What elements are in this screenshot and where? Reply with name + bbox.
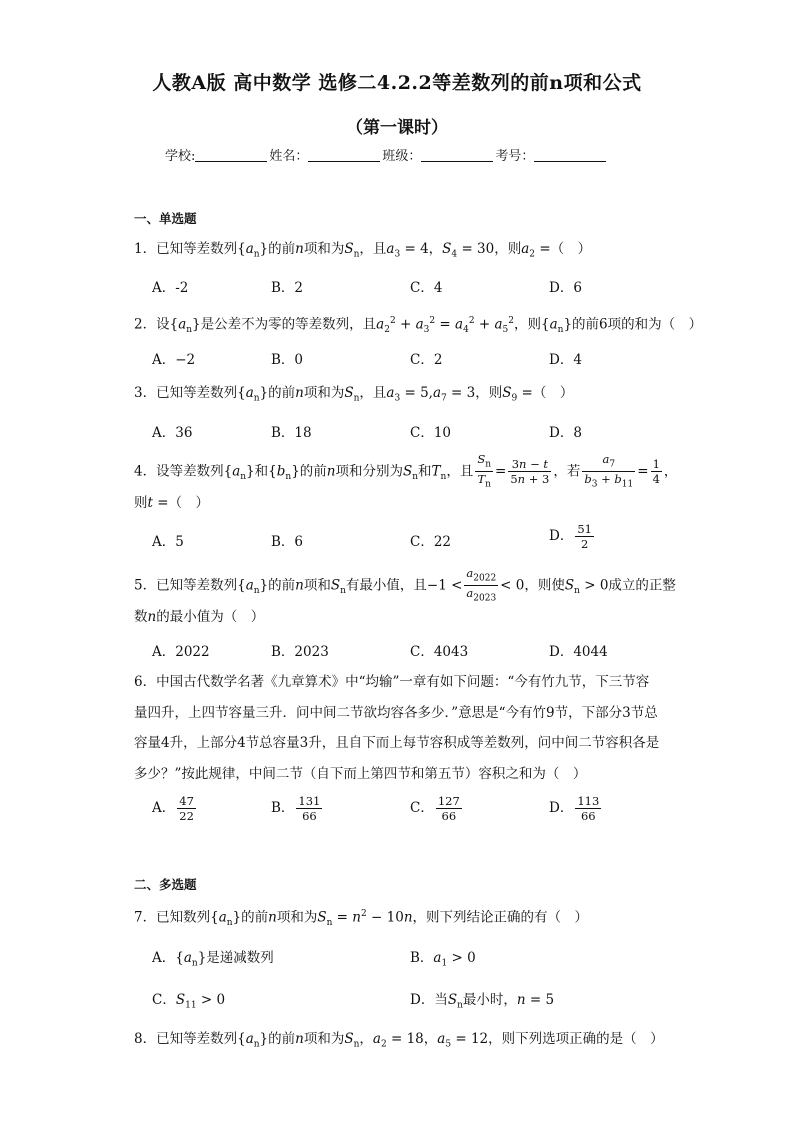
option-b[interactable]: B．2 — [271, 280, 304, 296]
class-label: 班级： — [382, 149, 422, 164]
question-1: 1．已知等差数列$\{a_n\}$的前n项和为$S_n$，且$a_3 = 4$，$S_4 = 30$，则$a_2$ =（ ） — [134, 241, 592, 260]
option-c[interactable]: C．4043 — [410, 644, 469, 660]
question-number: 8． — [134, 1031, 157, 1047]
option-a[interactable]: A．2022 — [152, 644, 210, 660]
question-8: 8．已知等差数列$\{a_n\}$的前n项和为$S_n$，$a_2 = 18$，$a_5 = 12$，则下列选项正确的是（ ） — [134, 1031, 664, 1050]
page-subtitle: （第一课时） — [346, 118, 448, 138]
question-number: 3． — [134, 385, 157, 401]
question-number: 6． — [134, 674, 157, 690]
option-b[interactable]: B．2023 — [271, 644, 329, 660]
page-title: 人教A版 高中数学 选修二4.2.2等差数列的前n项和公式 — [152, 72, 642, 94]
option-a[interactable]: A．5 — [152, 534, 184, 550]
option-c[interactable]: C．$S_{11} > 0$ — [152, 992, 226, 1011]
option-d[interactable]: D． $\frac{51}{2}$ — [549, 522, 592, 551]
question-4: 4．设等差数列$\{a_n\}$和$\{b_n\}$的前n项和分别为$S_n$和$T_n$，且 $\frac{S_n}{T_n}$ = $\frac{3n - t}{5n + 3}$ ，若 $\frac{a_7}{b_3 + b_{11}}$ = $\frac{1}{4}$ ， — [134, 452, 678, 490]
option-b[interactable]: B．18 — [271, 425, 312, 441]
option-d[interactable]: D．4044 — [549, 644, 608, 660]
option-b[interactable]: B．6 — [271, 534, 304, 550]
name-label: 姓名： — [269, 149, 309, 164]
class-blank[interactable] — [421, 147, 493, 162]
question-5: 5．已知等差数列$\{a_n\}$的前n项和$S_n$有最小值，且−1 < $\frac{a_{2022}}{a_{2023}}$ < 0，则使$S_n > 0$成立的正整 — [134, 566, 676, 604]
option-d[interactable]: D．6 — [549, 280, 582, 296]
option-d[interactable]: D．8 — [549, 425, 582, 441]
section-multiple-choice: 二、多选题 — [134, 877, 197, 892]
option-c[interactable]: C．10 — [410, 425, 452, 441]
option-d[interactable]: D．当$S_n$最小时，n = 5 — [410, 992, 555, 1011]
option-b[interactable]: B．$a_1 > 0$ — [410, 950, 476, 969]
option-a[interactable]: A．-2 — [152, 280, 189, 296]
option-b[interactable]: B． $\frac{131}{66}$ — [271, 794, 321, 823]
option-c[interactable]: C． $\frac{127}{66}$ — [410, 794, 460, 823]
student-info-line — [165, 145, 608, 164]
option-a[interactable]: A．36 — [152, 425, 193, 441]
option-c[interactable]: C．4 — [410, 280, 443, 296]
question-number: 2． — [134, 316, 157, 333]
name-blank[interactable] — [308, 147, 380, 162]
option-c[interactable]: C．2 — [410, 352, 443, 368]
exam-no-blank[interactable] — [534, 147, 606, 162]
question-number: 4． — [134, 463, 157, 480]
option-d[interactable]: D． $\frac{113}{66}$ — [549, 794, 600, 823]
section-single-choice: 一、单选题 — [134, 211, 197, 226]
question-2: 2．设$\{a_n\}$是公差不为零的等差数列，且$a_2^2 + a_3^2 = a_4^2 + a_5^2$，则$\{a_n\}$的前6项的和为（ ） — [134, 316, 703, 336]
option-c[interactable]: C．22 — [410, 534, 452, 550]
exam-no-label: 考号： — [495, 149, 535, 164]
school-blank[interactable] — [195, 147, 267, 162]
option-a[interactable]: A． $\frac{47}{22}$ — [152, 794, 194, 823]
question-6-text: 中国古代数学名著《九章算术》中“均输”一章有如下问题：“今有竹九节，下三节容量四升，上四节容量三升．问中间二节欲均容各多少．”意思是“今有竹9节，下部分3节总容量4升，上部分4节总容量3升，且自下而上每节容积成等差数列，问中间二节容积各是多少？”按此规律，中间二节（自下而上第四节和第五节）容积之和为（ ） — [134, 674, 660, 782]
school-label: 学校: — [165, 149, 196, 164]
option-a[interactable]: A．$\{a_n\}$是递减数列 — [152, 950, 274, 969]
option-d[interactable]: D．4 — [549, 352, 582, 368]
question-number: 5． — [134, 577, 157, 594]
question-6 — [134, 667, 662, 789]
question-3: 3．已知等差数列$\{a_n\}$的前n项和为$S_n$，且$a_3 = 5,a_7 = 3$，则$S_9$ =（ ） — [134, 385, 574, 404]
question-number: 7． — [134, 909, 157, 926]
option-b[interactable]: B．0 — [271, 352, 304, 368]
question-7: 7．已知数列$\{a_n\}$的前n项和为$S_n = n^2 - 10n$，则下列结论正确的有（ ） — [134, 909, 589, 929]
question-5-cont: 数n的最小值为（ ） — [134, 609, 265, 625]
question-number: 1． — [134, 241, 157, 257]
option-a[interactable]: A．−2 — [152, 352, 196, 368]
question-4-cont: 则t =（ ） — [134, 495, 210, 511]
